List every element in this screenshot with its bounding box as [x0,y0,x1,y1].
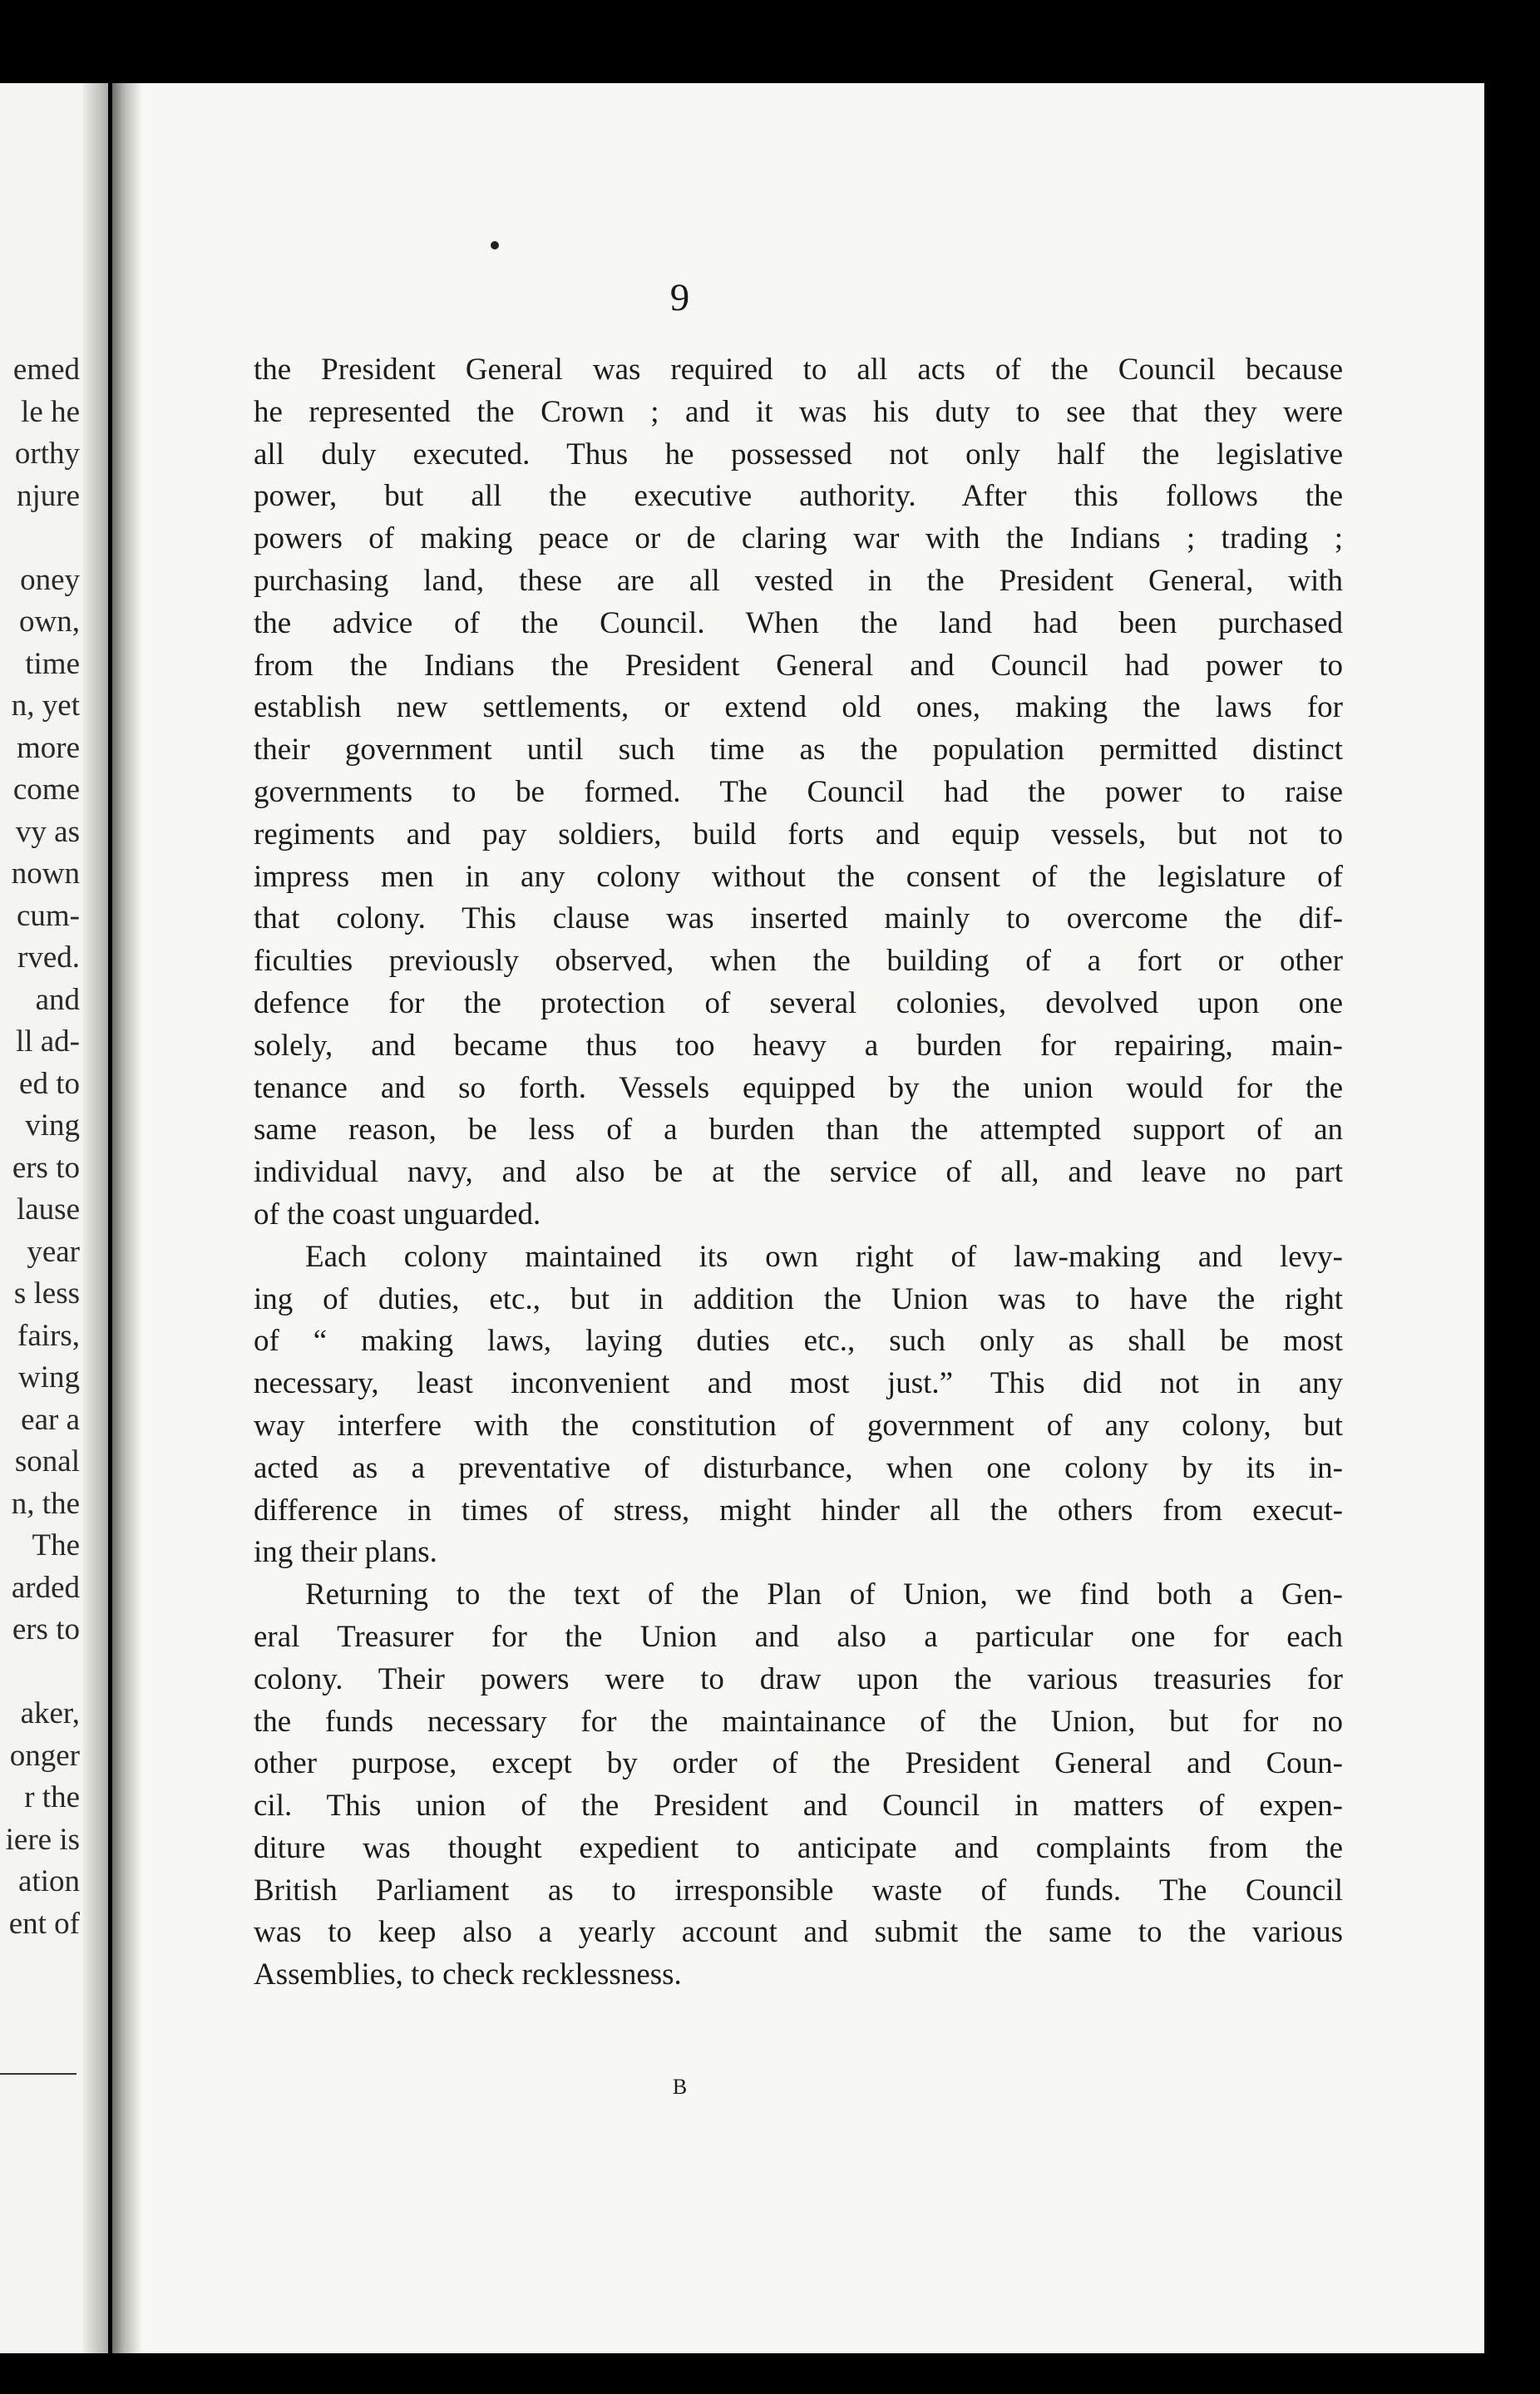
previous-page-line: ers to [12,1612,80,1646]
previous-page-line: n, yet [11,689,80,723]
text-line: other purpose, except by order of the President General and Coun- [254,1746,1343,1781]
previous-page-line: orthy [14,437,80,471]
previous-page-line: come [12,772,80,807]
previous-page-line [0,1651,80,1694]
previous-page-line: aker, [20,1696,80,1730]
text-line: power, but all the executive authority. After this follows the [254,479,1343,514]
text-line: tenance and so forth. Vessels equipped by the union would for the [254,1070,1343,1105]
text-line: Each colony maintained its own right of law-making and levy- [305,1239,1343,1274]
text-line: purchasing land, these are all vested in the President General, with [254,563,1343,598]
text-line: regiments and pay soldiers, build forts and equip vessels, but not to [254,817,1343,851]
text-line: British Parliament as to irresponsible waste of funds. The Council [254,1873,1343,1908]
previous-page-line: fairs, [17,1318,80,1353]
page-binding-shadow [112,83,142,2353]
text-line: the funds necessary for the maintainance of the Union, but for no [254,1704,1343,1739]
text-line: cil. This union of the President and Council in matters of expen- [254,1789,1343,1824]
signature-mark: B [672,2075,688,2099]
text-line: of “ making laws, laying duties etc., such only as shall be most [254,1324,1343,1359]
text-line: impress men in any colony without the consent of the legislature of [254,859,1343,894]
paragraph [254,1574,1343,1997]
previous-page-line: cum- [16,898,80,933]
previous-page-line: rved. [17,940,80,975]
previous-page-line: ll ad- [15,1024,80,1059]
text-line: their government until such time as the population permitted distinct [254,733,1343,768]
previous-page-line: vy as [15,814,80,849]
page [112,83,1484,2353]
previous-page-line: The [32,1528,80,1562]
text-line: ficulties previously observed, when the building of a fort or other [254,944,1343,979]
paragraph [254,349,1343,1236]
previous-page-line: n, the [11,1486,80,1521]
previous-page-line: s less [13,1276,80,1311]
text-line: eral Treasurer for the Union and also a particular one for each [254,1619,1343,1654]
page-number: 9 [669,276,690,319]
text-line: same reason, be less of a burden than the attempted support of an [254,1113,1343,1148]
previous-page-line: lause [16,1192,80,1227]
previous-page-line: ers to [12,1150,80,1185]
paragraph [254,1236,1343,1574]
previous-page-line: sonal [14,1444,80,1478]
previous-page-line: ent of [8,1906,80,1941]
text-line: was to keep also a yearly account and submit the same to the various [254,1915,1343,1950]
text-line: governments to be formed. The Council had the power to raise [254,774,1343,809]
text-line: all duly executed. Thus he possessed not only half the legislative [254,437,1343,471]
text-line: difference in times of stress, might hinder all the others from execut- [254,1493,1343,1528]
text-line: individual navy, and also be at the service of all, and leave no part [254,1155,1343,1190]
previous-page-line: le he [21,394,80,429]
previous-page-line: iere is [5,1822,80,1857]
previous-page-text-fragments [0,349,80,1945]
previous-page-line: ear a [21,1402,80,1437]
previous-page-line: r the [24,1780,80,1814]
text-line: way interfere with the constitution of government of any colony, but [254,1408,1343,1443]
ink-speck [491,241,499,249]
previous-page-line [0,517,80,560]
previous-page-line: oney [20,562,80,597]
previous-page-line: ed to [19,1066,80,1101]
previous-page-line: emed [12,353,80,387]
footnote-rule [0,2073,77,2075]
body-text [254,349,1343,1997]
text-line: ing of duties, etc., but in addition the Union was to have the right [254,1281,1343,1316]
text-line: Assemblies, to check recklessness. [254,1957,682,1992]
previous-page-line: and [35,982,80,1017]
previous-page-line: nown [11,856,80,891]
text-line: the President General was required to all acts of the Council because [254,353,1343,387]
text-line: he represented the Crown ; and it was his duty to see that they were [254,394,1343,429]
text-line: that colony. This clause was inserted mainly to overcome the dif- [254,901,1343,936]
binding-gutter-shadow [83,83,108,2353]
previous-page-line: ation [18,1864,80,1898]
previous-page-edge [0,83,108,2353]
text-line: diture was thought expedient to anticipate and complaints from the [254,1830,1343,1865]
text-line: powers of making peace or de claring war with the Indians ; trading ; [254,521,1343,556]
previous-page-line: njure [16,478,80,513]
text-line: defence for the protection of several colonies, devolved upon one [254,985,1343,1020]
text-line: acted as a preventative of disturbance, when one colony by its in- [254,1450,1343,1485]
previous-page-line: more [16,730,80,765]
previous-page-line: arded [11,1570,80,1605]
text-line: from the Indians the President General and Council had power to [254,648,1343,683]
text-line: colony. Their powers were to draw upon the various treasuries for [254,1661,1343,1696]
previous-page-line: year [27,1234,80,1269]
text-line: the advice of the Council. When the land had been purchased [254,605,1343,640]
previous-page-line: time [25,646,80,681]
previous-page-line: ving [25,1108,80,1143]
text-line: solely, and became thus too heavy a burden for repairing, main- [254,1028,1343,1063]
previous-page-line: wing [18,1360,80,1394]
text-line: ing their plans. [254,1535,437,1570]
text-line: necessary, least inconvenient and most just.” This did not in any [254,1366,1343,1401]
text-line: Returning to the text of the Plan of Union, we find both a Gen- [305,1577,1343,1612]
previous-page-line: own, [19,605,80,639]
text-line: of the coast unguarded. [254,1197,541,1232]
text-line: establish new settlements, or extend old ones, making the laws for [254,690,1343,725]
previous-page-line: onger [9,1738,80,1773]
